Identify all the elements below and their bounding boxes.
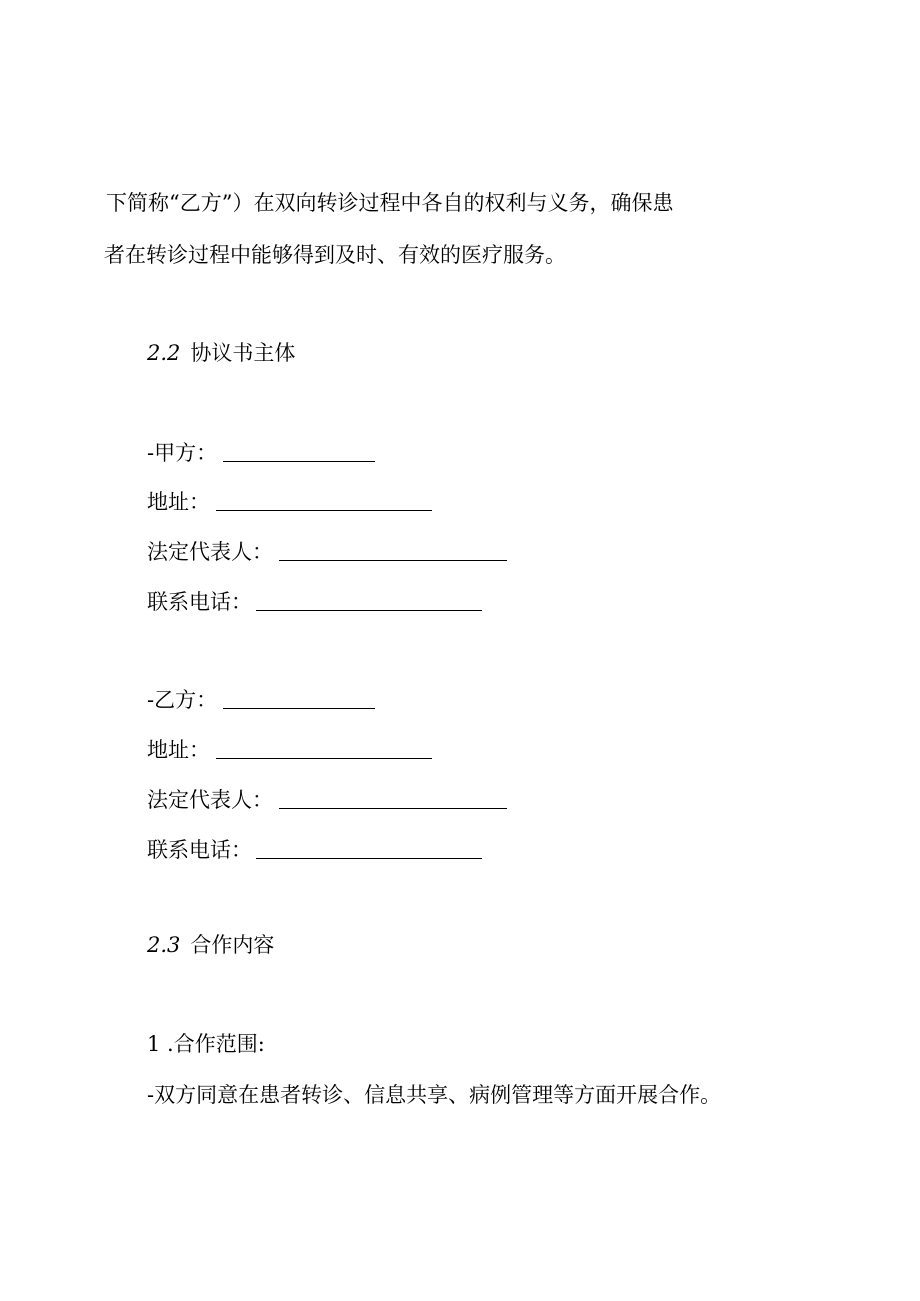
section-heading-2-3 — [147, 935, 274, 956]
field-label: -甲方： — [147, 441, 218, 465]
item-1-text: -双方同意在患者转诊、信息共享、病例管理等方面开展合作。 — [147, 1083, 722, 1107]
party-a-phone-field — [147, 592, 482, 613]
section-number: 2.2 — [147, 341, 181, 365]
section-number: 2.3 — [147, 933, 181, 957]
party-a-name-field — [147, 443, 375, 464]
field-label: 法定代表人： — [147, 540, 273, 564]
field-label: 地址： — [147, 738, 210, 762]
blank-line[interactable] — [256, 857, 482, 859]
blank-line[interactable] — [216, 757, 432, 759]
blank-line[interactable] — [223, 460, 375, 462]
party-a-address-field — [147, 492, 432, 513]
blank-line[interactable] — [223, 707, 375, 709]
blank-line[interactable] — [216, 509, 432, 511]
section-title: 协议书主体 — [190, 341, 296, 365]
field-label: 联系电话： — [147, 838, 252, 862]
field-label: 联系电话： — [147, 590, 252, 614]
section-title: 合作内容 — [190, 933, 275, 957]
party-b-phone-field — [147, 840, 482, 861]
blank-line[interactable] — [256, 609, 482, 611]
party-b-representative-field — [147, 790, 507, 811]
paragraph-line-1: 下简称“乙方”）在双向转诊过程中各自的权利与义务，确保患 — [106, 191, 674, 215]
field-label: 法定代表人： — [147, 788, 273, 812]
party-a-representative-field — [147, 542, 507, 563]
section-heading-2-2 — [147, 343, 295, 364]
paragraph-line-2: 者在转诊过程中能够得到及时、有效的医疗服务。 — [104, 243, 566, 267]
item-1-title: 1 .合作范围: — [147, 1032, 265, 1056]
field-label: 地址： — [147, 490, 210, 514]
party-b-name-field — [147, 690, 375, 711]
field-label: -乙方： — [147, 688, 218, 712]
blank-line[interactable] — [279, 807, 507, 809]
blank-line[interactable] — [279, 559, 507, 561]
party-b-address-field — [147, 740, 432, 761]
